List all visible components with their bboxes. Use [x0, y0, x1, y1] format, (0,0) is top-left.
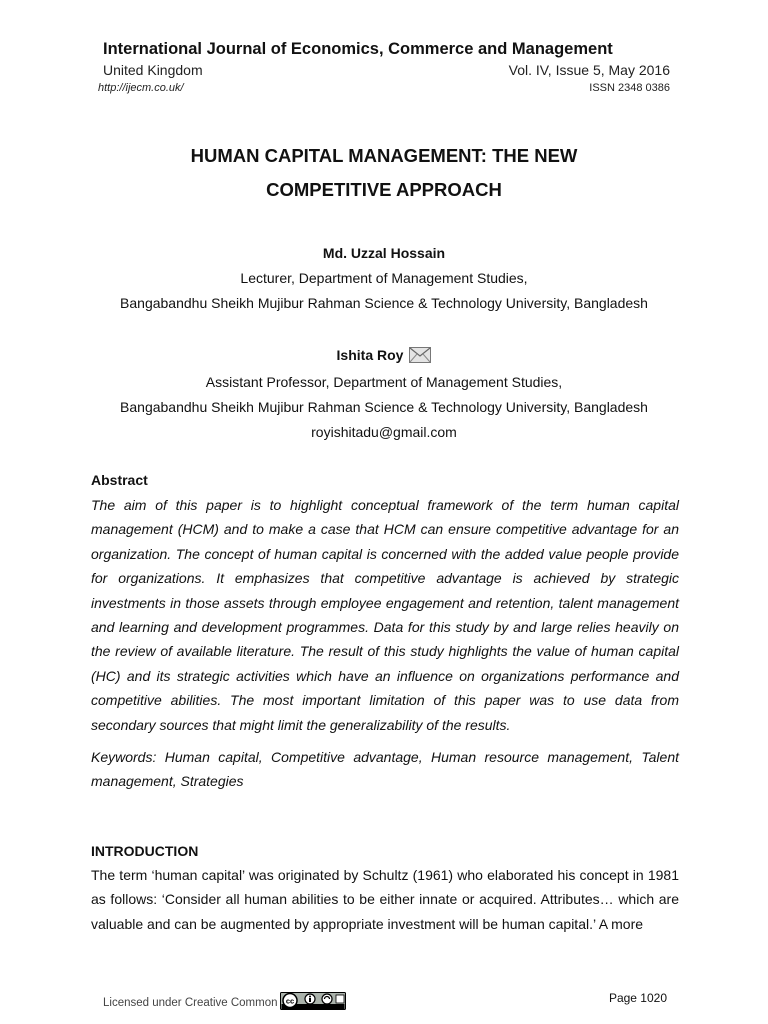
introduction-text: The term ‘human capital’ was originated by Schultz (1961) who elaborated his concept in 1981 as follows: ‘Consider all human abilities to be either innate or acquired. Attributes… which are valuable and can be augmented by appropriate investment will be human capital.’ A more: [91, 867, 679, 932]
paper-title-line-1: HUMAN CAPITAL MANAGEMENT: THE NEW: [190, 145, 578, 166]
author-2-name: Ishita Roy: [336, 347, 404, 363]
license-text: Licensed under Creative Common: [103, 997, 278, 1009]
creative-commons-by-icon: [280, 992, 346, 1013]
license-footer: [103, 992, 346, 1013]
svg-text:cc: cc: [285, 996, 294, 1006]
abstract-text: The aim of this paper is to highlight conceptual framework of the term human capital management (HCM) and to make a case that HCM can ensure competitive advantage for an organization. The concept of human capital is concerned with the added value people provide for organizations. It emphasizes that competitive advantage is achieved by strategic investments in those assets through employee engagement and retention, talent management and learning and development programmes. Data for this study by and large relies heavily on the review of available literature. The result of this study highlights the value of human capital (HC) and its strategic activities which have an influence on organizations performance and competitive abilities. The most important limitation of this paper was to use data from secondary sources that might limit the generalizability of the results.: [91, 497, 679, 733]
author-1-name: Md. Uzzal Hossain: [322, 245, 446, 261]
introduction-heading: INTRODUCTION: [91, 843, 199, 859]
journal-url[interactable]: http://ijecm.co.uk/: [98, 82, 184, 94]
abstract-heading: Abstract: [91, 472, 148, 488]
author-2-name-row: [0, 347, 768, 366]
journal-issn: ISSN 2348 0386: [589, 82, 670, 94]
page-number: Page 1020: [608, 991, 667, 1005]
journal-title: International Journal of Economics, Commerce and Management: [103, 40, 613, 58]
author-2-position: Assistant Professor, Department of Management Studies,: [205, 374, 563, 390]
paper-title-line-2: COMPETITIVE APPROACH: [266, 179, 502, 200]
author-2-email[interactable]: royishitadu@gmail.com: [311, 424, 457, 440]
author-1-position: Lecturer, Department of Management Studies,: [240, 270, 528, 286]
journal-volume: Vol. IV, Issue 5, May 2016: [508, 62, 670, 78]
author-2-affiliation: Bangabandhu Sheikh Mujibur Rahman Science & Technology University, Bangladesh: [120, 399, 648, 415]
keywords: Keywords: Human capital, Competitive advantage, Human resource management, Talent management, Strategies: [91, 749, 679, 790]
journal-location: United Kingdom: [103, 62, 203, 78]
author-1-affiliation: Bangabandhu Sheikh Mujibur Rahman Science & Technology University, Bangladesh: [120, 295, 648, 311]
envelope-icon[interactable]: [409, 347, 431, 366]
